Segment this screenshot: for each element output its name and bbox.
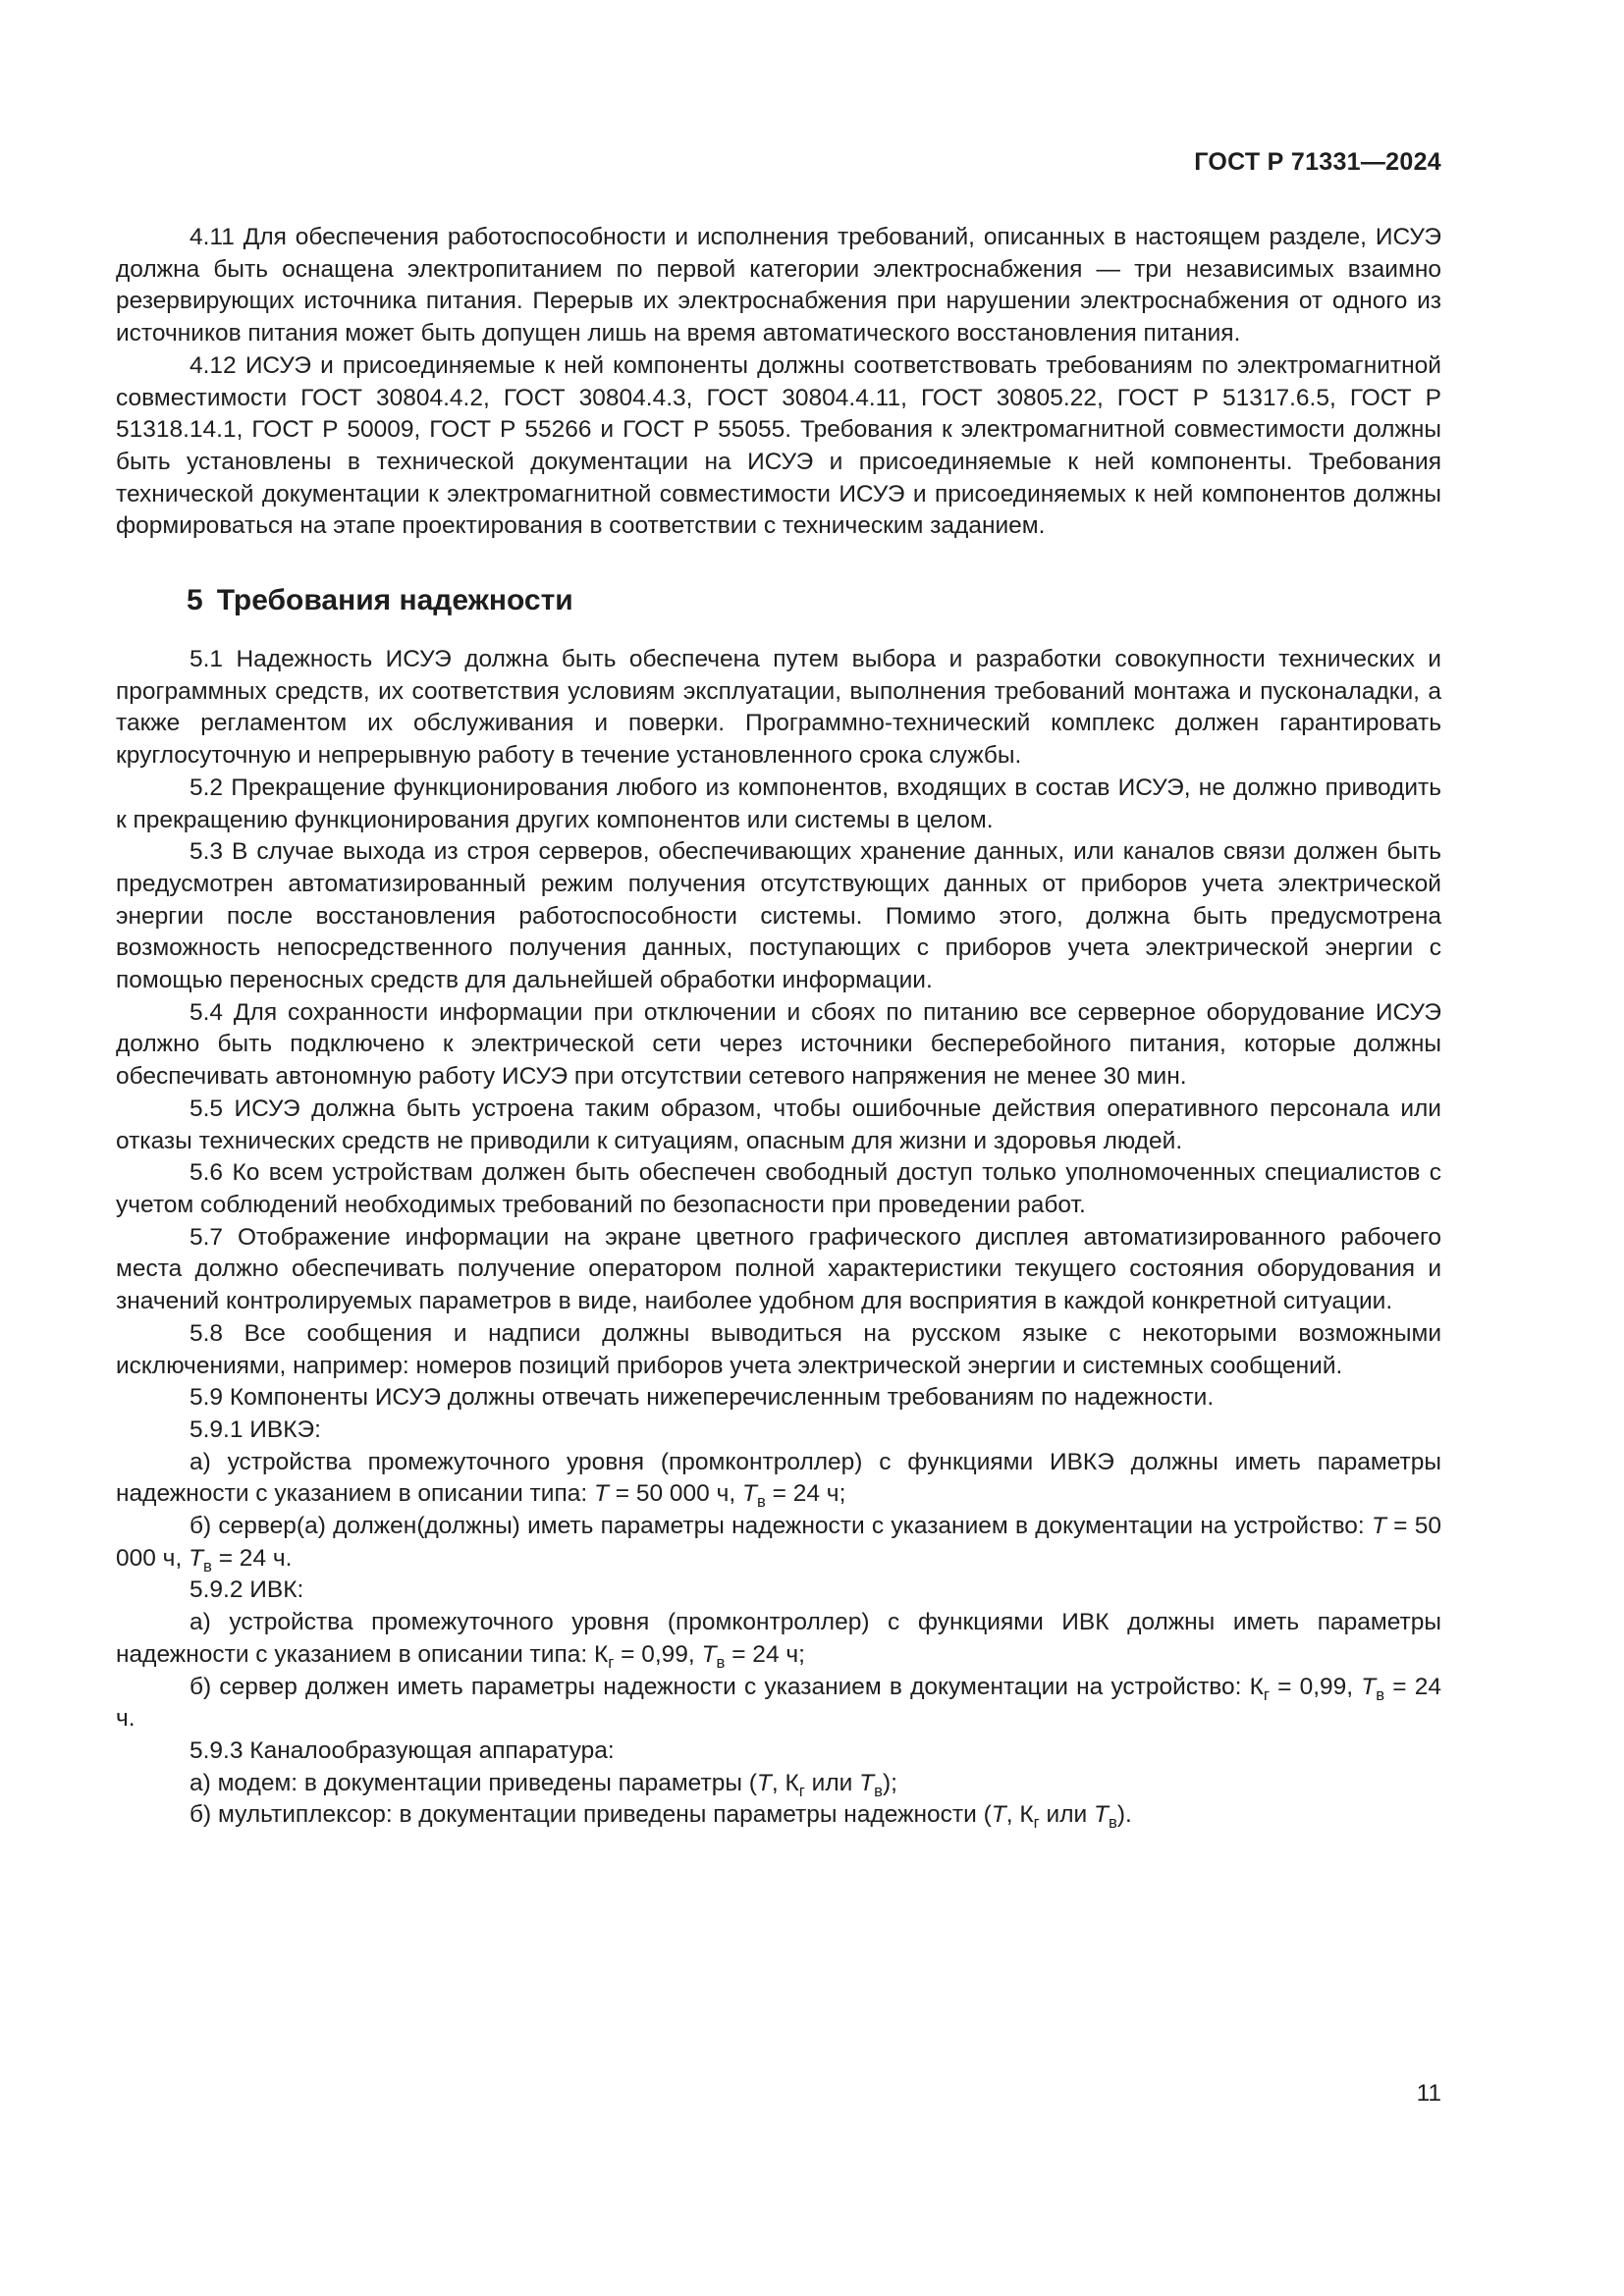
symbol-t: T — [593, 1480, 609, 1508]
subscript: в — [756, 1492, 766, 1512]
paragraph-5-1: 5.1 Надежность ИСУЭ должна быть обеспечена путем выбора и разработки совокупности технических и программных средств, их соответствия условиям эксплуатации, выполнения требований монтажа и пусконаладки, а также регламентом их обслуживания и поверки. Программно-технический комплекс должен гарантировать круглосуточную и непрерывную работу в течение установленного срока службы. — [116, 646, 1441, 770]
paragraph-5-2: 5.2 Прекращение функционирования любого из компонентов, входящих в состав ИСУЭ, не должно приводить к прекращению функционирования других компонентов или системы в целом. — [116, 774, 1441, 833]
paragraph-5-7: 5.7 Отображение информации на экране цветного графического дисплея автоматизированного рабочего места должно обеспечивать получение оператором полной характеристики текущего состояния оборудования и значений контролируемых параметров в виде, наиболее удобном для восприятия в каждой конкретной ситуации. — [116, 1223, 1441, 1315]
paragraph-5-6: 5.6 Ко всем устройствам должен быть обеспечен свободный доступ только уполномоченных специалистов с учетом соблюдений необходимых требований по безопасности при проведении работ. — [116, 1159, 1441, 1218]
paragraph-5-9-3-b — [116, 1799, 1441, 1832]
paragraph-5-9-1: 5.9.1 ИВКЭ: — [189, 1415, 321, 1443]
value-text: = 24 ч. — [211, 1544, 293, 1572]
item-text: а) модем: в документации приведены параметры ( — [189, 1769, 757, 1796]
symbol-tv: T — [1093, 1801, 1109, 1829]
paragraph-5-9-1-b — [116, 1511, 1441, 1575]
value-text: = 24 ч; — [725, 1640, 805, 1668]
item-text: б) мультиплексор: в документации приведены параметры надежности ( — [189, 1801, 992, 1829]
symbol-t: T — [756, 1769, 772, 1796]
value-text: = 24 ч; — [765, 1480, 846, 1508]
item-text: , К — [1005, 1801, 1034, 1829]
symbol-tv: T — [742, 1480, 757, 1508]
value-text: = 0,99, — [1269, 1673, 1362, 1700]
paragraph-5-3: 5.3 В случае выхода из строя серверов, обеспечивающих хранение данных, или каналов связи должен быть предусмотрен автоматизированный режим получения отсутствующих данных от приборов учета электрической энергии после восстановления работоспособности системы. Помимо этого, должна быть предусмотрена возможность непосредственного получения данных, поступающих с приборов учета электрической энергии с помощью переносных средств для дальнейшей обработки информации. — [116, 838, 1441, 994]
item-text: б) сервер(а) должен(должны) иметь параметры надежности с указанием в документации на устройство: — [189, 1513, 1372, 1540]
paragraph-5-9-2: 5.9.2 ИВК: — [189, 1576, 304, 1604]
subscript: г — [608, 1652, 615, 1672]
item-text: ). — [1116, 1801, 1132, 1829]
section-title: Требования надежности — [216, 584, 573, 617]
subscript: в — [203, 1556, 212, 1575]
page-number: 11 — [1416, 2080, 1441, 2107]
subscript: в — [874, 1781, 883, 1800]
paragraph-5-9: 5.9 Компоненты ИСУЭ должны отвечать нижеперечисленным требованиям по надежности. — [189, 1384, 1215, 1412]
value-text: = 50 000 ч, — [608, 1480, 742, 1508]
symbol-tv: T — [701, 1640, 717, 1668]
value-text: = 50 000 ч, — [116, 1513, 1441, 1572]
section-heading — [116, 583, 1441, 618]
paragraph-5-9-1-a — [116, 1447, 1441, 1511]
subscript: г — [1263, 1684, 1270, 1704]
value-text: = 0,99, — [614, 1640, 702, 1668]
subscript: в — [1108, 1813, 1117, 1833]
item-text: б) сервер должен иметь параметры надежности с указанием в документации на устройство: К — [189, 1673, 1264, 1700]
paragraph-5-8: 5.8 Все сообщения и надписи должны выводиться на русском языке с некоторыми возможными исключениями, например: номеров позиций приборов учета электрической энергии и системных сообщений. — [116, 1319, 1441, 1379]
document-id-header: ГОСТ Р 71331—2024 — [1194, 148, 1441, 176]
paragraph-5-9-2-b — [116, 1672, 1441, 1735]
item-text: ); — [882, 1769, 897, 1796]
document-body — [116, 222, 1441, 1832]
value-text: = 24 ч. — [116, 1673, 1441, 1733]
item-text: а) устройства промежуточного уровня (промконтроллер) с функциями ИВКЭ должны иметь параметры надежности с указанием в описании типа: — [116, 1448, 1441, 1508]
subscript: г — [798, 1781, 805, 1800]
paragraph-5-9-3: 5.9.3 Каналообразующая аппаратура: — [189, 1736, 615, 1764]
section-number: 5 — [187, 584, 203, 617]
symbol-tv: T — [189, 1544, 204, 1572]
paragraph-5-9-3-a — [116, 1768, 1441, 1800]
subscript: в — [1376, 1684, 1385, 1704]
paragraph-5-4: 5.4 Для сохранности информации при отключении и сбоях по питанию все серверное оборудование ИСУЭ должно быть подключено к электрической сети через источники бесперебойного питания, которые должны обеспечивать автономную работу ИСУЭ при отсутствии сетевого напряжения не менее 30 мин. — [116, 998, 1441, 1091]
item-text: или — [1039, 1801, 1094, 1829]
paragraph-4-11: 4.11 Для обеспечения работоспособности и исполнения требований, описанных в настоящем разделе, ИСУЭ должна быть оснащена электропитанием по первой категории электроснабжения — три независимых взаимно резервирующих источника питания. Перерыв их электроснабжения при нарушении электроснабжения от одного из источников питания может быть допущен лишь на время автоматического восстановления питания. — [116, 224, 1441, 347]
paragraph-4-12: 4.12 ИСУЭ и присоединяемые к ней компоненты должны соответствовать требованиям по электромагнитной совместимости ГОСТ 30804.4.2, ГОСТ 30804.4.3, ГОСТ 30804.4.11, ГОСТ 30805.22, ГОСТ Р 51317.6.5, ГОСТ Р 51318.14.1, ГОСТ Р 50009, ГОСТ Р 55266 и ГОСТ Р 55055. Требования к электромагнитной совместимости должны быть установлены в технической документации на ИСУЭ и присоединяемые к ней компоненты. Требования технической документации к электромагнитной совместимости ИСУЭ и присоединяемых к ней компонентов должны формироваться на этапе проектирования в соответствии с техническим заданием. — [116, 351, 1441, 540]
paragraph-5-5: 5.5 ИСУЭ должна быть устроена таким образом, чтобы ошибочные действия оперативного персонала или отказы технических средств не приводили к ситуациям, опасным для жизни и здоровья людей. — [116, 1095, 1441, 1154]
symbol-t: T — [991, 1801, 1006, 1829]
item-text: или — [804, 1769, 860, 1796]
item-text: а) устройства промежуточного уровня (промконтроллер) с функциями ИВК должны иметь параметры надежности с указанием в описании типа: К — [116, 1609, 1441, 1668]
subscript: в — [716, 1652, 726, 1672]
item-text: , К — [771, 1769, 799, 1796]
symbol-t: T — [1371, 1513, 1386, 1540]
paragraph-5-9-2-a — [116, 1607, 1441, 1671]
subscript: г — [1033, 1813, 1040, 1833]
symbol-tv: T — [1361, 1673, 1377, 1700]
symbol-tv: T — [859, 1769, 875, 1796]
